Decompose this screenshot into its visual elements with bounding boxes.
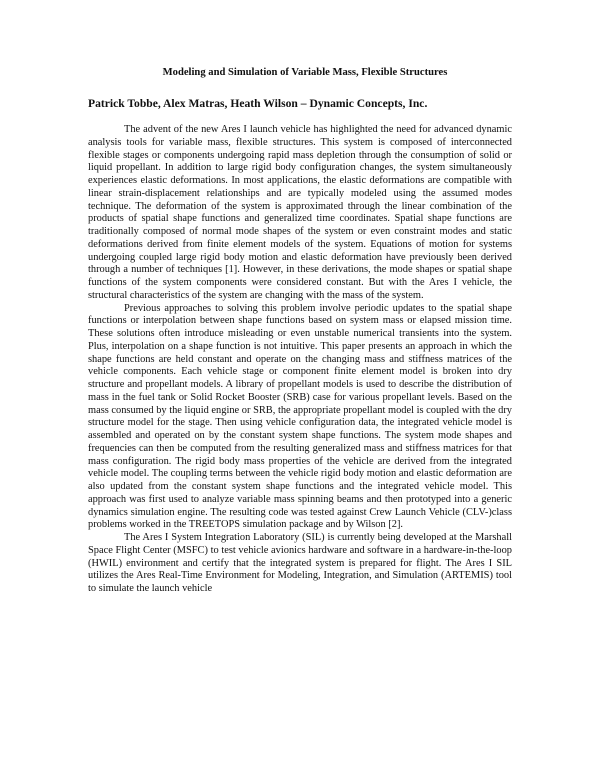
paper-title: Modeling and Simulation of Variable Mass, Flexible Structures bbox=[162, 67, 448, 78]
paper-authors: Patrick Tobbe, Alex Matras, Heath Wilson – Dynamic Concepts, Inc. bbox=[88, 97, 428, 110]
body-paragraph-3: The Ares I System Integration Laboratory (SIL) is currently being developed at the Marshall Space Flight Center (MSFC) to test vehicle avionics hardware and software in a hardware-in-the-loop (HWIL) environment and certify that the integrated system is prepared for flight. The Ares I SIL utilizes the Ares Real-Time Environment for Modeling, Integration, and Simulation (ARTEMIS) tool to simulate the launch vehicle bbox=[88, 532, 512, 594]
body-paragraph-2: Previous approaches to solving this problem involve periodic updates to the spatial shape functions or interpolation between shape functions based on system mass or elapsed mission time. These solutions often introduce misleading or even unstable numerical transients into the system. Plus, interpolation on a shape function is not intuitive. This paper presents an approach in which the shape functions are held constant and operate on the changing mass and stiffness matrices of the vehicle components. Each vehicle stage or component finite element model is broken into dry structure and propellant models. A library of propellant models is used to describe the distribution of mass in the fuel tank or Solid Rocket Booster (SRB) case for various propellant levels. Based on the mass consumed by the liquid engine or SRB, the appropriate propellant model is coupled with the dry structure model for the stage. Then using vehicle configuration data, the integrated vehicle model is assembled and operated on by the constant system shape functions. The system mode shapes and frequencies can then be computed from the resulting generalized mass and stiffness matrices for that mass configuration. The rigid body mass properties of the vehicle are derived from the integrated vehicle model. The coupling terms between the vehicle rigid body motion and elastic deformation are also updated from the constant system shape functions and the integrated vehicle model. This approach was first used to analyze variable mass spinning beams and then prototyped into a generic dynamics simulation engine. The resulting code was tested against Crew Launch Vehicle (CLV-)class problems worked in the TREETOPS simulation package and by Wilson [2]. bbox=[88, 302, 512, 531]
paper-page bbox=[88, 66, 512, 596]
body-paragraph-1: The advent of the new Ares I launch vehicle has highlighted the need for advanced dynamic analysis tools for variable mass, flexible structures. This system is composed of interconnected flexible stages or components undergoing rapid mass depletion through the consumption of solid or liquid propellant. In addition to large rigid body configuration changes, the system simultaneously experiences elastic deformations. In most applications, the elastic deformations are compatible with linear strain-displacement relationships and are typically modeled using the assumed modes technique. The deformation of the system is approximated through the linear combination of the products of spatial shape functions and generalized time coordinates. Spatial shape functions are traditionally composed of normal mode shapes of the system or even constraint modes and static deformations derived from finite element models of the system. Equations of motion for systems undergoing coupled large rigid body motion and elastic deformation have previously been derived through a number of techniques [1]. However, in these derivations, the mode shapes or spatial shape functions of the system components were considered constant. But with the Ares I vehicle, the structural characteristics of the system are changing with the mass of the system. bbox=[88, 124, 512, 301]
